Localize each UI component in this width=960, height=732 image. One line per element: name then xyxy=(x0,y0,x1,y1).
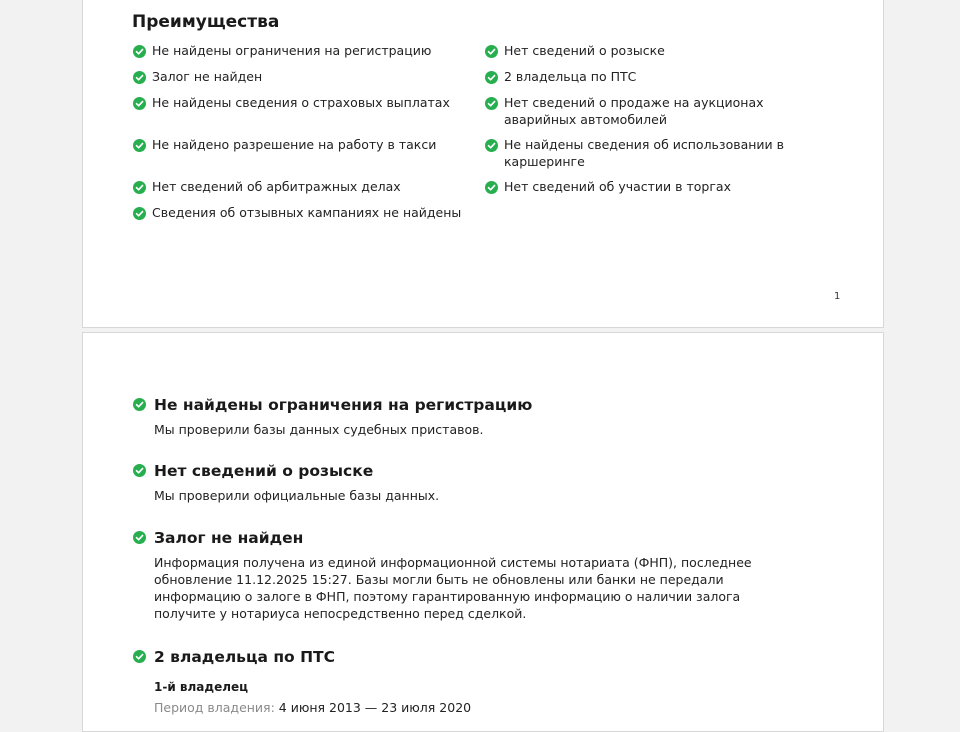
check-circle-icon xyxy=(133,139,146,152)
detail-heading xyxy=(133,527,813,549)
advantage-label: Сведения об отзывных кампаниях не найдены xyxy=(152,205,462,220)
detail-text: Информация получена из единой информационной системы нотариата (ФНП), последнее обновление 11.12.2025 15:27. Базы могли быть не обновлены или банки не передали информацию о залоге в ФНП, поэтому гарантированную информацию о наличии залога получите у нотариуса непосредственно перед сделкой. xyxy=(154,555,752,621)
advantage-label: 2 владельца по ПТС xyxy=(504,69,637,84)
detail-title: Не найдены ограничения на регистрацию xyxy=(154,396,533,414)
advantage-label: Залог не найден xyxy=(152,69,263,84)
check-circle-icon xyxy=(133,531,146,544)
advantage-item xyxy=(133,95,473,137)
advantage-item xyxy=(485,95,825,137)
advantages-list-left xyxy=(133,43,473,231)
check-circle-icon xyxy=(485,139,498,152)
check-circle-icon xyxy=(485,71,498,84)
advantage-label: Нет сведений об участии в торгах xyxy=(504,179,731,194)
advantage-label: Нет сведений о продаже на аукционах аварийных автомобилей xyxy=(504,95,764,127)
advantage-label: Не найдены сведения об использовании в каршеринге xyxy=(504,137,785,169)
detail-heading xyxy=(133,394,813,416)
advantage-label: Не найдены сведения о страховых выплатах xyxy=(152,95,450,110)
detail-heading xyxy=(133,460,813,482)
detail-heading xyxy=(133,646,813,668)
detail-section-wanted xyxy=(133,460,813,504)
owner-label: 1-й владелец xyxy=(154,680,249,694)
check-circle-icon xyxy=(133,45,146,58)
check-circle-icon xyxy=(133,464,146,477)
detail-title: Нет сведений о розыске xyxy=(154,462,374,480)
advantage-item xyxy=(485,137,825,179)
owner-period-value: 4 июня 2013 — 23 июля 2020 xyxy=(278,700,472,715)
check-circle-icon xyxy=(485,97,498,110)
detail-section-pledge xyxy=(133,527,813,622)
detail-text: Мы проверили официальные базы данных. xyxy=(154,488,440,503)
detail-title: 2 владельца по ПТС xyxy=(154,648,336,666)
detail-section-registration xyxy=(133,394,813,438)
detail-text: Мы проверили базы данных судебных приставов. xyxy=(154,422,484,437)
check-circle-icon xyxy=(133,207,146,220)
advantage-item xyxy=(485,69,825,95)
check-circle-icon xyxy=(133,181,146,194)
page-number: 1 xyxy=(834,291,841,302)
advantage-label: Нет сведений об арбитражных делах xyxy=(152,179,401,194)
advantage-item xyxy=(133,43,473,69)
check-circle-icon xyxy=(133,71,146,84)
report-page-1 xyxy=(82,0,884,328)
check-circle-icon xyxy=(133,398,146,411)
check-circle-icon xyxy=(485,45,498,58)
advantage-label: Не найдено разрешение на работу в такси xyxy=(152,137,437,152)
advantage-item xyxy=(485,179,825,205)
advantages-heading: Преимущества xyxy=(132,12,280,32)
check-circle-icon xyxy=(133,650,146,663)
advantage-item xyxy=(485,43,825,69)
advantage-item xyxy=(133,205,473,231)
advantage-label: Нет сведений о розыске xyxy=(504,43,665,58)
owner-period xyxy=(154,700,813,715)
detail-section-owners xyxy=(133,646,813,715)
advantage-label: Не найдены ограничения на регистрацию xyxy=(152,43,432,58)
check-circle-icon xyxy=(133,97,146,110)
owner-period-label: Период владения: xyxy=(154,700,275,715)
detail-title: Залог не найден xyxy=(154,529,304,547)
advantage-item xyxy=(133,137,473,179)
check-circle-icon xyxy=(485,181,498,194)
advantage-item xyxy=(133,179,473,205)
report-page-2 xyxy=(82,332,884,732)
advantage-item xyxy=(133,69,473,95)
advantages-list-right xyxy=(485,43,825,205)
